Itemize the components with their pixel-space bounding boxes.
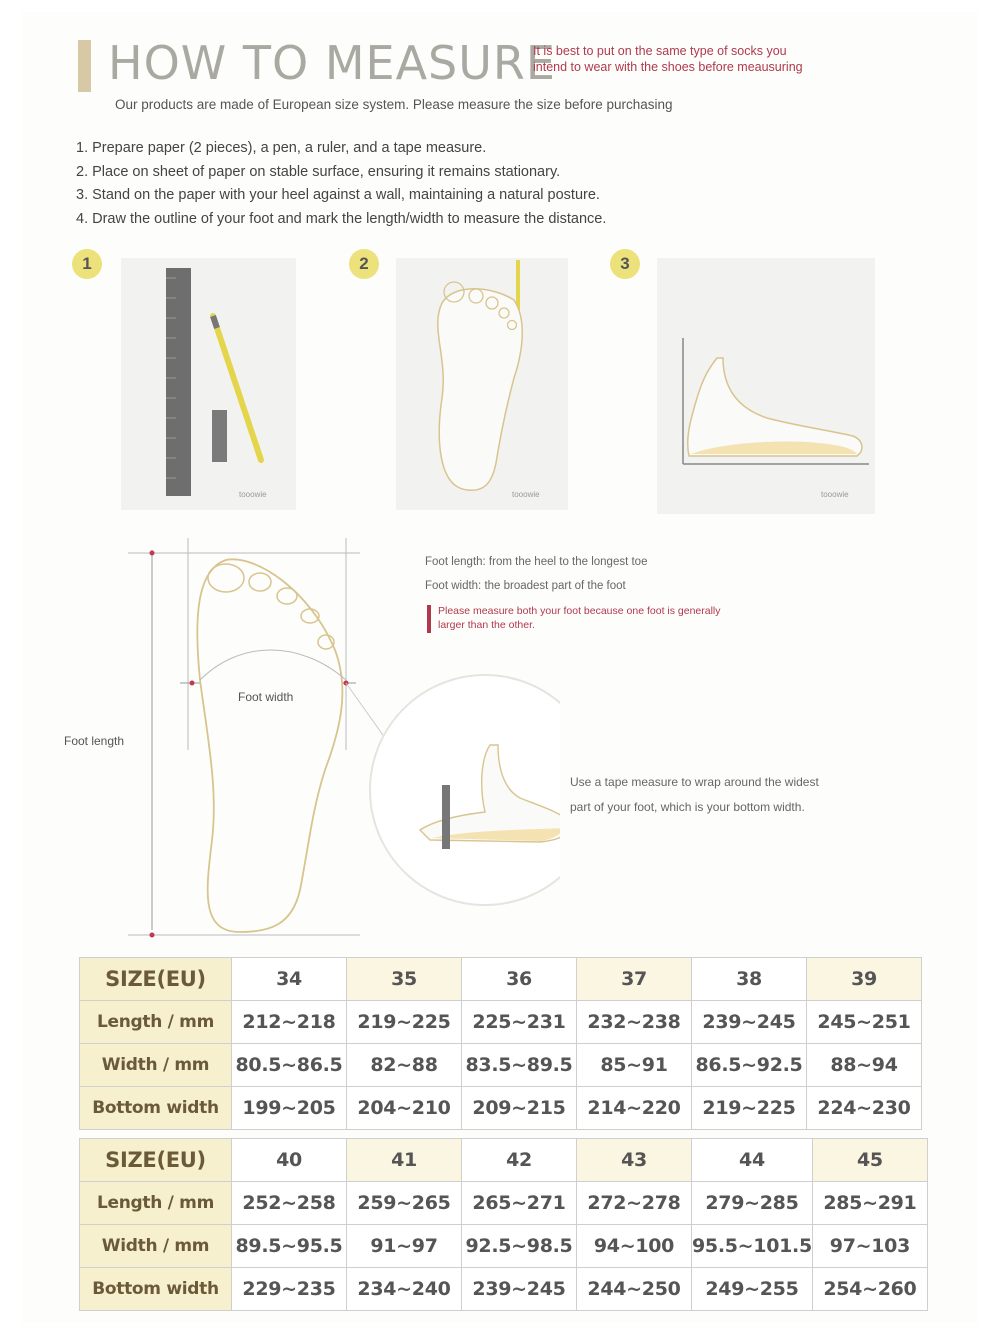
width-cell: 92.5~98.5 [462,1225,577,1268]
size-row [80,1139,928,1182]
foot-width-definition: Foot width: the broadest part of the foot [425,580,626,592]
step-badge-3: 3 [610,249,640,279]
brand-mark-1: tooowie [239,490,267,499]
step-2: 2. Place on sheet of paper on stable surface, ensuring it remains stationary. [76,163,561,180]
bottom-width-cell: 214~220 [577,1087,692,1130]
width-cell: 91~97 [347,1225,462,1268]
row-header-bottom-width: Bottom width [80,1087,232,1130]
size-cell: 38 [692,958,807,1001]
socks-tip [533,43,933,75]
width-cell: 97~103 [812,1225,927,1268]
bottom-width-row [80,1087,922,1130]
row-header-size: SIZE(EU) [80,958,232,1001]
bottom-width-cell: 249~255 [692,1268,813,1311]
width-cell: 83.5~89.5 [462,1044,577,1087]
bottom-width-cell: 254~260 [812,1268,927,1311]
warning-line1: Please measure both your foot because one foot is generally [438,605,721,617]
side-foot-illustration [657,258,875,514]
step-1: 1. Prepare paper (2 pieces), a pen, a ruler, and a tape measure. [76,140,487,156]
width-cell: 80.5~86.5 [232,1044,347,1087]
row-header-bottom-width: Bottom width [80,1268,232,1311]
size-system-note: Our products are made of European size system. Please measure the size before purchasing [115,97,673,112]
socks-tip-line2: intend to wear with the shoes before meausuring [533,60,803,74]
width-row [80,1225,928,1268]
row-header-length: Length / mm [80,1001,232,1044]
row-header-size: SIZE(EU) [80,1139,232,1182]
width-cell: 95.5~101.5 [692,1225,813,1268]
length-cell: 252~258 [232,1182,347,1225]
foot-width-label: Foot width [238,690,294,704]
bottom-width-cell: 199~205 [232,1087,347,1130]
length-cell: 212~218 [232,1001,347,1044]
size-cell: 34 [232,958,347,1001]
bottom-width-cell: 244~250 [577,1268,692,1311]
width-cell: 86.5~92.5 [692,1044,807,1087]
bottom-width-cell: 224~230 [807,1087,922,1130]
foot-outline-illustration [396,258,568,510]
step-4: 4. Draw the outline of your foot and mark the length/width to measure the distance. [76,210,607,227]
warning-line2: larger than the other. [438,619,535,631]
size-cell: 40 [232,1139,347,1182]
step-badge-2: 2 [349,249,379,279]
length-cell: 265~271 [462,1182,577,1225]
length-cell: 219~225 [347,1001,462,1044]
size-cell: 43 [577,1139,692,1182]
size-cell: 35 [347,958,462,1001]
row-header-width: Width / mm [80,1044,232,1087]
size-cell: 39 [807,958,922,1001]
bottom-width-row [80,1268,928,1311]
length-cell: 225~231 [462,1001,577,1044]
brand-mark-3: tooowie [821,490,849,499]
measure-both-feet-warning [438,604,858,632]
foot-length-definition: Foot length: from the heel to the longest toe [425,556,648,568]
length-row [80,1001,922,1044]
length-row [80,1182,928,1225]
step-3: 3. Stand on the paper with your heel against a wall, maintaining a natural posture. [76,187,600,203]
foot-length-label: Foot length [64,734,125,748]
width-cell: 82~88 [347,1044,462,1087]
width-cell: 89.5~95.5 [232,1225,347,1268]
instruction-steps [76,137,606,231]
size-cell: 42 [462,1139,577,1182]
brand-mark-2: tooowie [512,490,540,499]
bottom-width-cell: 234~240 [347,1268,462,1311]
length-cell: 239~245 [692,1001,807,1044]
step-badge-1: 1 [72,249,102,279]
size-cell: 44 [692,1139,813,1182]
row-header-width: Width / mm [80,1225,232,1268]
ruler-pencil-illustration [121,258,296,510]
bottom-width-cell: 204~210 [347,1087,462,1130]
width-cell: 85~91 [577,1044,692,1087]
size-cell: 37 [577,958,692,1001]
bottom-width-cell: 209~215 [462,1087,577,1130]
length-cell: 245~251 [807,1001,922,1044]
size-table-40-45 [79,1138,928,1311]
tape-measure-instruction [570,770,819,820]
length-cell: 285~291 [812,1182,927,1225]
page-title: HOW TO MEASURE [108,36,556,90]
size-cell: 36 [462,958,577,1001]
size-table-34-39 [79,957,922,1130]
tape-instruction-line1: Use a tape measure to wrap around the widest [570,775,819,789]
tape-instruction-line2: part of your foot, which is your bottom width. [570,800,805,814]
size-row [80,958,922,1001]
size-cell: 41 [347,1139,462,1182]
length-cell: 259~265 [347,1182,462,1225]
panel-side-view [657,258,875,514]
panel-foot-outline [396,258,568,510]
row-header-length: Length / mm [80,1182,232,1225]
title-accent-bar [78,40,91,92]
socks-tip-line1: It is best to put on the same type of socks you [533,44,787,58]
width-cell: 94~100 [577,1225,692,1268]
bottom-width-cell: 219~225 [692,1087,807,1130]
bottom-width-cell: 239~245 [462,1268,577,1311]
width-row [80,1044,922,1087]
length-cell: 232~238 [577,1001,692,1044]
panel-tools [121,258,296,510]
width-cell: 88~94 [807,1044,922,1087]
bottom-width-cell: 229~235 [232,1268,347,1311]
length-cell: 279~285 [692,1182,813,1225]
length-cell: 272~278 [577,1182,692,1225]
warning-accent-bar [427,605,431,633]
size-cell: 45 [812,1139,927,1182]
